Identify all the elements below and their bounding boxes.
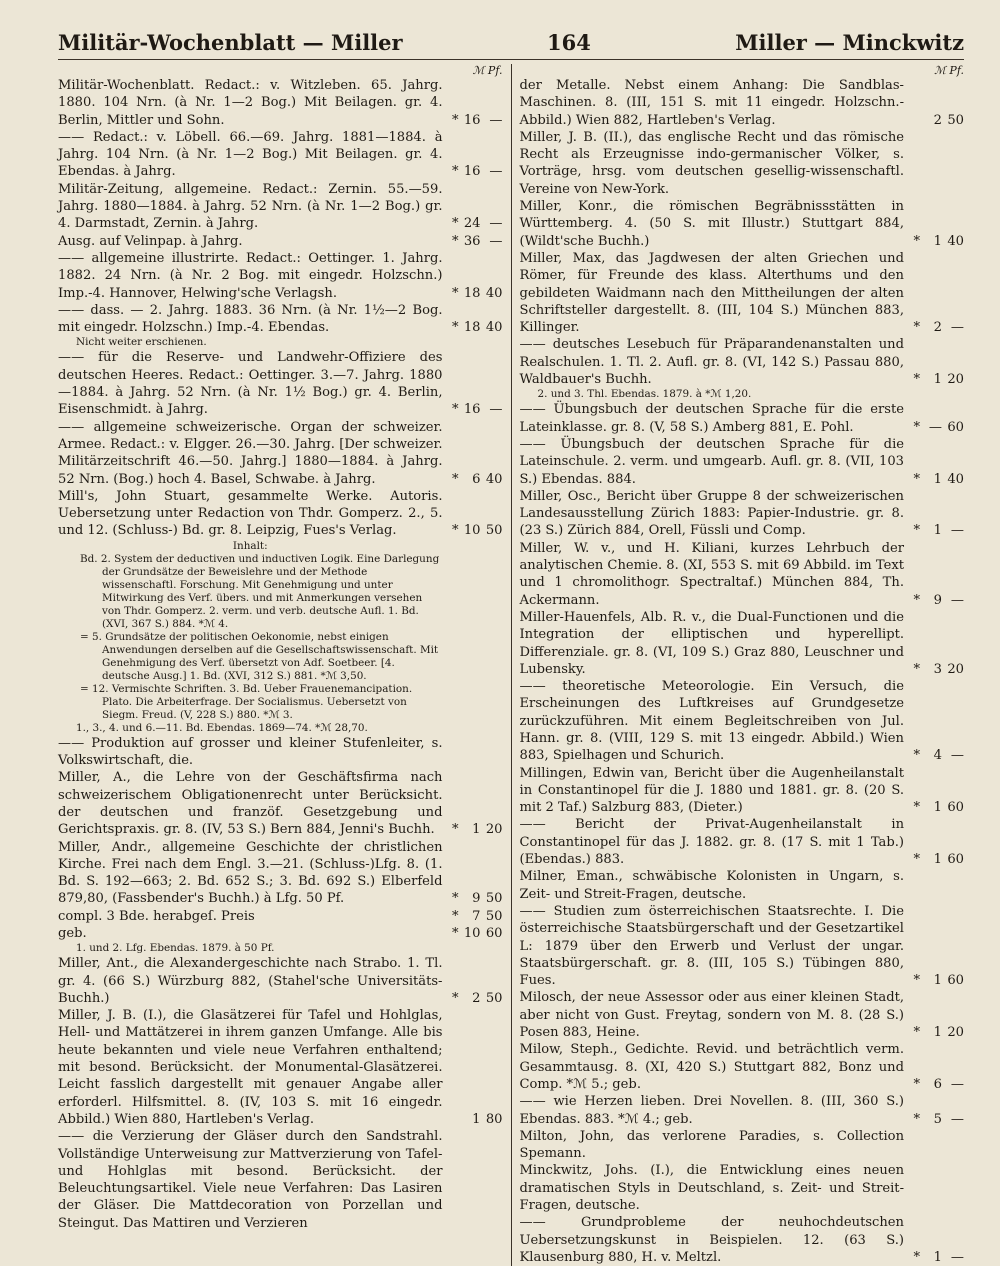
entry-text: —— allgemeine illustrirte. Redact.: Oettinger. 1. Jahrg. 1882. 24 Nrn. (à Nr. 2 Bog. mit eingedr. Holzschn.) Imp.-4. Hannover, Helwing'sche Verlagsh. xyxy=(58,250,443,301)
entry-price xyxy=(908,799,964,816)
price-pf-amount: 40 xyxy=(947,233,964,249)
entry-text: Miller, A., die Lehre von der Geschäftsfirma nach schweizerischem Obligationenrecht unter Berücksicht. der deutschen und franzöf. Gesetzgebung und Gerichtspraxis. gr. 8. (IV, 53 S.) Bern 884, Jenni's Buchh. xyxy=(58,770,443,838)
entry-text: —— Übungsbuch der deutschen Sprache für die Lateinschule. 2. verm. und umgearb. Aufl. gr. 8. (VII, 103 S.) Ebendas. 884. xyxy=(519,436,904,487)
price-mark-amount: 1 xyxy=(472,822,481,838)
entry-price xyxy=(908,972,964,989)
entry-text: —— die Verzierung der Gläser durch den Sandstrahl. Vollständige Unterweisung zur Mattverzierung von Tafel- und Hohlglas mit besond. Berücksicht. der Beleuchtungsartikel. Viele neue Verfahren: Das Lasiren der Gläser. Die Mattdecoration von Porzellan und Steingut. Das Mattiren und Verzieren xyxy=(58,1129,443,1231)
price-mark-amount: 1 xyxy=(933,372,942,388)
entry-text: Miller-Hauenfels, Alb. R. v., die Dual-Functionen und die Integration der elliptischen und hyperellipt. Differenziale. gr. 8. (VI, 109 S.) Graz 880, Leuschner und Lubensky. xyxy=(519,609,904,677)
price-pf-amount: 60 xyxy=(485,925,503,941)
right-entries xyxy=(520,77,965,1266)
catalog-note: 1. und 2. Lfg. Ebendas. 1879. à 50 Pf. xyxy=(76,942,275,955)
price-column-header: ℳ Pf. xyxy=(472,64,503,77)
price-pf-amount: 50 xyxy=(485,891,503,907)
price-pf-amount: — xyxy=(489,112,503,128)
entry-text: Minckwitz, Johs. (I.), die Entwicklung eines neuen dramatischen Styls in Deutschland, s. Zeit- und Streit-Fragen, deutsche. xyxy=(519,1163,904,1213)
entry-price xyxy=(447,522,503,539)
price-mark: * xyxy=(913,852,920,868)
price-mark-amount: 1 xyxy=(472,1111,481,1127)
price-pf-amount: 60 xyxy=(947,852,964,868)
price-mark: * xyxy=(451,164,459,180)
catalog-entry xyxy=(520,77,965,129)
catalog-entry xyxy=(58,250,503,302)
catalog-entry xyxy=(58,1007,503,1128)
catalog-entry xyxy=(520,1128,965,1163)
price-pf-amount: — xyxy=(950,523,964,539)
price-mark: * xyxy=(913,320,920,336)
catalog-entry xyxy=(58,349,503,418)
price-mark-amount: 1 xyxy=(933,471,942,487)
catalog-sub: Bd. 2. System der deductiven und inductiven Logik. Eine Darlegung der Grundsätze der Beweislehre und der Methode wissenschaftl. Forschung. Mit Genehmigung und unter Mitwirkung des Verf. übers. und mit Anmerkungen versehen von Thdr. Gomperz. 2. verm. und verb. deutsche Aufl. 1. Bd. (XVI, 367 S.) 884. *ℳ 4. xyxy=(80,552,440,630)
price-pf-amount: 20 xyxy=(485,822,503,838)
catalog-entry xyxy=(520,816,965,868)
entry-price xyxy=(908,419,964,436)
left-entries xyxy=(58,77,503,1232)
entry-price xyxy=(447,112,503,129)
entry-price xyxy=(447,401,503,418)
price-pf-amount: — xyxy=(950,1076,964,1092)
price-pf-amount: — xyxy=(950,1249,964,1265)
price-mark: * xyxy=(913,1249,920,1265)
entry-price xyxy=(908,233,964,250)
catalog-entry xyxy=(520,336,965,388)
entry-text: —— deutsches Lesebuch für Präparandenanstalten und Realschulen. 1. Tl. 2. Aufl. gr. 8. (VI, 142 S.) Passau 880, Waldbauer's Buchh. xyxy=(519,337,904,388)
entry-text: —— Bericht der Privat-Augenheilanstalt in Constantinopel für das J. 1882. gr. 8. (17 S. mit 1 Tab.) (Ebendas.) 883. xyxy=(519,817,904,868)
price-mark-amount: 1 xyxy=(933,233,942,249)
catalog-sub: = 12. Vermischte Schriften. 3. Bd. Ueber Frauenemancipation. Plato. Die Arbeiterfrage. Der Socialismus. Uebersetzt von Siegm. Freud. (V, 228 S.) 880. *ℳ 3. xyxy=(80,682,413,721)
entry-price xyxy=(447,908,503,925)
price-mark: * xyxy=(913,800,920,816)
entry-text: —— Redact.: v. Löbell. 66.—69. Jahrg. 1881—1884. à Jahrg. 104 Nrn. (à Nr. 1—2 Bog.) Mit Beilagen. gr. 4. Ebendas. à Jahrg. xyxy=(58,129,443,180)
catalog-entry xyxy=(520,609,965,678)
catalog-entry xyxy=(520,903,965,989)
price-mark-amount: 7 xyxy=(472,908,481,924)
entry-price xyxy=(447,233,503,250)
price-mark-amount: 18 xyxy=(463,320,481,336)
catalog-entry xyxy=(58,839,503,908)
entry-price xyxy=(908,1111,964,1128)
price-mark-amount: 10 xyxy=(463,523,481,539)
price-column-header: ℳ Pf. xyxy=(934,64,964,77)
entry-text: Militär-Zeitung, allgemeine. Redact.: Zernin. 55.—59. Jahrg. 1880—1884. à Jahrg. 52 Nrn. (à Nr. 1—2 Bog.) gr. 4. Darmstadt, Zernin. à Jahrg. xyxy=(58,181,443,232)
price-mark: * xyxy=(913,523,920,539)
entry-text: —— wie Herzen lieben. Drei Novellen. 8. (III, 360 S.) Ebendas. 883. *ℳ 4.; geb. xyxy=(519,1094,904,1127)
price-mark-amount: — xyxy=(928,419,942,435)
catalog-entry xyxy=(58,181,503,233)
catalog-entry xyxy=(58,419,503,488)
right-column xyxy=(511,64,965,1266)
catalog-entry xyxy=(58,925,503,942)
catalog-entry xyxy=(58,955,503,1007)
entry-price xyxy=(447,319,503,336)
price-pf-amount: 20 xyxy=(947,372,964,388)
price-pf-amount: 60 xyxy=(947,973,964,989)
price-pf-amount: 50 xyxy=(485,908,503,924)
catalog-entry xyxy=(520,401,965,436)
entry-text: Milosch, der neue Assessor oder aus einer kleinen Stadt, aber nicht von Gust. Freytag, sondern von M. 8. (28 S.) Posen 883, Heine. xyxy=(519,990,904,1041)
entry-text: —— Grundprobleme der neuhochdeutschen Uebersetzungskunst in Beispielen. 12. (63 S.) Klausenburg 880, H. v. Meltzl. xyxy=(519,1215,904,1265)
catalog-entry xyxy=(520,540,965,609)
entry-text: Miller, Ant., die Alexandergeschichte nach Strabo. 1. Tl. gr. 4. (66 S.) Würzburg 882, (Stahel'sche Universitäts-Buchh.) xyxy=(58,956,443,1006)
price-mark: * xyxy=(451,891,459,907)
catalog-center: Inhalt: xyxy=(232,539,268,552)
catalog-entry xyxy=(58,302,503,337)
price-mark-amount: 1 xyxy=(933,973,942,989)
price-mark: * xyxy=(913,1111,920,1127)
entry-text: Ausg. auf Velinpap. à Jahrg. xyxy=(58,233,243,249)
price-mark: * xyxy=(451,908,459,924)
price-mark-amount: 36 xyxy=(463,233,481,249)
entry-price xyxy=(447,215,503,232)
price-pf-amount: — xyxy=(489,164,503,180)
catalog-entry xyxy=(520,198,965,250)
entry-price xyxy=(908,371,964,388)
price-mark-amount: 1 xyxy=(933,523,942,539)
entry-text: —— für die Reserve- und Landwehr-Offiziere des deutschen Heeres. Redact.: Oettinger. 3.—7. Jahrg. 1880—1884. à Jahrg. 52 Nrn. (à Nr. 1½ Bog.) gr. 4. Berlin, Eisenschmidt. à Jahrg. xyxy=(58,350,443,418)
entry-price xyxy=(447,1111,503,1128)
entry-text: Millingen, Edwin van, Bericht über die Augenheilanstalt in Constantinopel für die J. 1880 und 1881. gr. 8. (20 S. mit 2 Taf.) Salzburg 883, (Dieter.) xyxy=(519,765,904,816)
entry-text: Mill's, John Stuart, gesammelte Werke. Autoris. Uebersetzung unter Redaction von Thdr. Gomperz. 2., 5. und 12. (Schluss-) Bd. gr. 8. Leipzig, Fues's Verlag. xyxy=(58,488,443,539)
price-mark: * xyxy=(913,233,920,249)
price-pf-amount: 20 xyxy=(947,661,964,677)
price-mark-amount: 16 xyxy=(463,164,481,180)
price-mark-amount: 10 xyxy=(463,925,481,941)
entry-text: —— Produktion auf grosser und kleiner Stufenleiter, s. Volkswirtschaft, die. xyxy=(58,735,443,769)
price-mark-amount: 1 xyxy=(933,1025,942,1041)
price-mark-amount: 1 xyxy=(933,800,942,816)
entry-text: Miller, Konr., die römischen Begräbnissstätten in Württemberg. 4. (50 S. mit Illustr.) Stuttgart 884, (Wildt'sche Buchh.) xyxy=(519,199,904,249)
entry-price xyxy=(447,990,503,1007)
entry-text: Miller, J. B. (I.), die Glasätzerei für Tafel und Hohlglas, Hell- und Mattätzerei in ihrem ganzen Umfange. Alle bis heute bekannten und viele neue Verfahren enthaltend; mit besond. Berücksicht. der Monumental-Glasätzerei. Leicht fasslich dargestellt mit genauer Angabe aller erforderl. Hilfsmittel. 8. (IV, 103 S. mit 16 eingedr. Abbild.) Wien 880, Hartleben's Verlag. xyxy=(58,1008,443,1127)
price-pf-amount: — xyxy=(489,233,503,249)
price-mark-amount: 2 xyxy=(472,990,481,1006)
catalog-entry xyxy=(58,77,503,129)
catalog-entry xyxy=(520,1214,965,1266)
entry-price xyxy=(908,592,964,609)
price-mark: * xyxy=(451,523,459,539)
price-mark: * xyxy=(913,1076,920,1092)
price-pf-amount: — xyxy=(489,402,503,418)
price-pf-amount: 20 xyxy=(947,1025,964,1041)
entry-price xyxy=(447,890,503,907)
header-right: Miller — Minckwitz xyxy=(735,30,964,55)
price-mark-amount: 1 xyxy=(933,1249,942,1265)
entry-price xyxy=(908,471,964,488)
catalog-entry xyxy=(58,233,503,250)
price-mark-amount: 3 xyxy=(933,661,942,677)
entry-price xyxy=(908,1024,964,1041)
price-mark: * xyxy=(913,661,920,677)
price-pf-amount: 50 xyxy=(485,523,503,539)
price-mark-amount: 16 xyxy=(463,402,481,418)
price-mark: * xyxy=(451,233,459,249)
price-mark: * xyxy=(451,990,459,1006)
catalog-entry xyxy=(58,488,503,540)
entry-price xyxy=(908,112,964,129)
price-pf-amount: 40 xyxy=(485,320,503,336)
entry-text: Milton, John, das verlorene Paradies, s. Collection Spemann. xyxy=(519,1128,904,1162)
catalog-entry xyxy=(58,1128,503,1232)
entry-price xyxy=(908,747,964,764)
price-mark: * xyxy=(913,748,920,764)
entry-price xyxy=(447,821,503,838)
catalog-sub: = 5. Grundsätze der politischen Oekonomie, nebst einigen Anwendungen derselben auf die Gesellschaftswissenschaft. Mit Genehmigung des Verf. übersetzt von Adf. Soetbeer. [4. deutsche Ausg.] 1. Bd. (XVI, 312 S.) 881. *ℳ 3,50. xyxy=(80,630,439,682)
price-pf-amount: 60 xyxy=(947,419,964,435)
price-mark-amount: 5 xyxy=(933,1111,942,1127)
price-pf-amount: — xyxy=(950,320,964,336)
entry-text: —— theoretische Meteorologie. Ein Versuch, die Erscheinungen des Luftkreises auf Grundgesetze zurückzuführen. Mit einem Begleitschreiben von Jul. Hann. gr. 8. (VIII, 129 S. mit 13 eingedr. Abbild.) Wien 883, Spielhagen und Schurich. xyxy=(519,679,904,764)
price-pf-amount: 80 xyxy=(485,1111,503,1127)
entry-price xyxy=(908,1249,964,1266)
entry-text: geb. xyxy=(58,925,87,941)
entry-text: Militär-Wochenblatt. Redact.: v. Witzleben. 65. Jahrg. 1880. 104 Nrn. (à Nr. 1—2 Bog.) Mit Beilagen. gr. 4. Berlin, Mittler und Sohn. xyxy=(58,78,443,128)
price-pf-amount: 40 xyxy=(485,285,503,301)
price-mark-amount: 18 xyxy=(463,285,481,301)
entry-price xyxy=(447,925,503,942)
catalog-entry xyxy=(520,488,965,540)
entry-price xyxy=(447,163,503,180)
entry-price xyxy=(908,1076,964,1093)
catalog-entry xyxy=(520,989,965,1041)
price-pf-amount: 40 xyxy=(485,471,503,487)
price-mark-amount: 24 xyxy=(463,216,481,232)
price-mark-amount: 6 xyxy=(933,1076,942,1092)
price-mark-amount: 9 xyxy=(472,891,481,907)
catalog-note: 1., 3., 4. und 6.—11. Bd. Ebendas. 1869—74. *ℳ 28,70. xyxy=(76,721,368,734)
price-mark: * xyxy=(451,402,459,418)
entry-price xyxy=(447,471,503,488)
entry-text: Miller, J. B. (II.), das englische Recht und das römische Recht als Erzeugnisse indo-germanischer Völker, s. Vorträge, hrsg. vom deutschen gesellig-wissenschaftl. Vereine von New-York. xyxy=(519,129,904,197)
price-mark-amount: 4 xyxy=(933,748,942,764)
price-mark: * xyxy=(451,925,459,941)
catalog-entry xyxy=(520,1093,965,1128)
columns xyxy=(58,64,964,1266)
entry-text: —— dass. — 2. Jahrg. 1883. 36 Nrn. (à Nr. 1½—2 Bog. mit eingedr. Holzschn.) Imp.-4. Ebendas. xyxy=(58,302,443,336)
left-column xyxy=(58,64,511,1266)
price-mark-amount: 9 xyxy=(933,592,942,608)
price-mark: * xyxy=(451,216,459,232)
catalog-entry xyxy=(520,1041,965,1093)
entry-text: compl. 3 Bde. herabgeſ. Preis xyxy=(58,908,255,924)
catalog-entry xyxy=(58,129,503,181)
price-mark-amount: 1 xyxy=(933,852,942,868)
price-pf-amount: — xyxy=(950,592,964,608)
price-pf-amount: — xyxy=(489,216,503,232)
price-pf-amount: 50 xyxy=(485,990,503,1006)
catalog-entry xyxy=(520,765,965,817)
entry-text: Miller, Andr., allgemeine Geschichte der christlichen Kirche. Frei nach dem Engl. 3.—21. (Schluss-)Lfg. 8. (1. Bd. S. 192—663; 2. Bd. 652 S.; 3. Bd. 692 S.) Elberfeld 879,80, (Fassbender's Buchh.) à Lfg. 50 Pf. xyxy=(58,839,443,907)
price-pf-amount: 40 xyxy=(947,471,964,487)
price-mark: * xyxy=(913,471,920,487)
catalog-entry xyxy=(58,735,503,770)
entry-price xyxy=(908,522,964,539)
entry-text: —— Studien zum österreichischen Staatsrechte. I. Die österreichische Staatsbürgerschaft und der Gesetzartikel L: 1879 über den Erwerb und Verlust der ungar. Staatsbürgerschaft. gr. 8. (III, 105 S.) Tübingen 880, Fues. xyxy=(519,903,904,989)
entry-text: Milow, Steph., Gedichte. Revid. und beträchtlich verm. Gesammtausg. 8. (XI, 420 S.) Stuttgart 882, Bonz und Comp. *ℳ 5.; geb. xyxy=(519,1042,904,1092)
entry-price xyxy=(908,319,964,336)
price-mark-amount: 2 xyxy=(933,112,942,128)
price-pf-amount: 60 xyxy=(947,800,964,816)
price-mark-amount: 6 xyxy=(472,471,481,487)
price-mark: * xyxy=(913,372,920,388)
price-mark: * xyxy=(451,112,459,128)
entry-price xyxy=(447,285,503,302)
price-mark: * xyxy=(913,973,920,989)
price-mark: * xyxy=(913,419,920,435)
entry-price xyxy=(908,661,964,678)
price-mark: * xyxy=(451,285,459,301)
catalog-entry xyxy=(520,1162,965,1214)
running-header xyxy=(58,30,964,60)
price-mark-amount: 2 xyxy=(933,320,942,336)
entry-text: Miller, Max, das Jagdwesen der alten Griechen und Römer, für Freunde des klass. Alterthums und den gebildeten Waidmann nach den Mittheilungen der alten Schriftsteller dargestellt. 8. (III, 104 S.) München 883, Killinger. xyxy=(519,250,904,336)
entry-text: —— allgemeine schweizerische. Organ der schweizer. Armee. Redact.: v. Elgger. 26.—30. Jahrg. [Der schweizer. Militärzeitschrift 46.—50. Jahrg.] 1880—1884. à Jahrg. 52 Nrn. (Bog.) hoch 4. Basel, Schwabe. à Jahrg. xyxy=(58,419,443,487)
entry-text: Miller, Osc., Bericht über Gruppe 8 der schweizerischen Landesausstellung Zürich 1883: Papier-Industrie. gr. 8. (23 S.) Zürich 884, Orell, Füssli und Comp. xyxy=(519,488,904,539)
catalog-entry xyxy=(58,908,503,925)
price-pf-amount: — xyxy=(950,748,964,764)
price-pf-amount: — xyxy=(950,1111,964,1127)
catalog-entry xyxy=(520,678,965,764)
price-mark: * xyxy=(913,1025,920,1041)
catalog-entry xyxy=(520,436,965,488)
page-number: 164 xyxy=(547,30,591,55)
price-pf-amount: 50 xyxy=(947,112,964,128)
catalog-entry xyxy=(520,250,965,336)
entry-text: Miller, W. v., und H. Kiliani, kurzes Lehrbuch der analytischen Chemie. 8. (XI, 553 S. mit 69 Abbild. im Text und 1 chromolithogr. Spectraltaf.) München 884, Th. Ackermann. xyxy=(519,540,904,608)
entry-text: —— Übungsbuch der deutschen Sprache für die erste Lateinklasse. gr. 8. (V, 58 S.) Amberg 881, E. Pohl. xyxy=(519,402,904,435)
catalog-entry xyxy=(520,129,965,198)
price-mark: * xyxy=(451,822,459,838)
price-mark-amount: 16 xyxy=(463,112,481,128)
entry-text: Milner, Eman., schwäbische Kolonisten in Ungarn, s. Zeit- und Streit-Fragen, deutsche. xyxy=(519,869,904,902)
catalog-note: Nicht weiter erschienen. xyxy=(76,336,207,349)
catalog-entry xyxy=(58,769,503,838)
entry-price xyxy=(908,851,964,868)
catalog-entry xyxy=(520,868,965,903)
header-left: Militär-Wochenblatt — Miller xyxy=(58,30,403,55)
price-mark: * xyxy=(451,471,459,487)
price-mark: * xyxy=(913,592,920,608)
price-mark: * xyxy=(451,320,459,336)
catalog-note: 2. und 3. Thl. Ebendas. 1879. à *ℳ 1,20. xyxy=(537,388,752,401)
entry-text: der Metalle. Nebst einem Anhang: Die Sandblas-Maschinen. 8. (III, 151 S. mit 11 eingedr. Holzschn.-Abbild.) Wien 882, Hartleben's Verlag. xyxy=(519,78,904,128)
